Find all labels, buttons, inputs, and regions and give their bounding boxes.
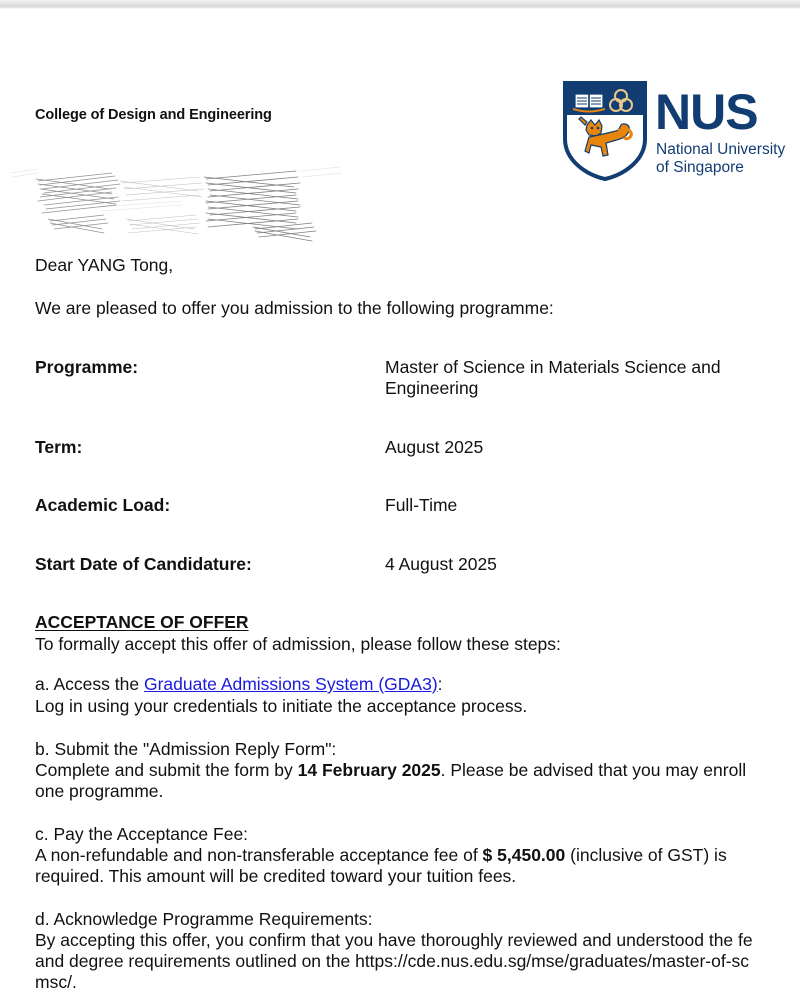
acceptance-intro: To formally accept this offer of admission, please follow these steps: [35, 634, 561, 654]
salutation: Dear YANG Tong, [35, 255, 174, 275]
reply-form-deadline: 14 February 2025 [297, 760, 441, 780]
step-c-prefix: A non-refundable and non-transferable acceptance fee of [35, 845, 483, 865]
detail-label-programme: Programme: [35, 357, 139, 377]
step-a-prefix: a. Access the [35, 674, 144, 694]
step-d-line3: and degree requirements outlined on the https://cde.nus.edu.sg/mse/graduates/master-of-sc [35, 951, 750, 971]
step-d-line4: msc/. [35, 972, 77, 992]
nus-logo [563, 81, 788, 181]
step-b-prefix: Complete and submit the form by [35, 760, 298, 780]
step-c-suffix: (inclusive of GST) is [565, 845, 727, 865]
step-a-line1 [35, 674, 443, 695]
redacted-scribble [0, 159, 345, 251]
step-c-line1: c. Pay the Acceptance Fee: [35, 824, 249, 844]
detail-label-term: Term: [35, 437, 83, 457]
step-c-line2 [35, 845, 727, 866]
college-name: College of Design and Engineering [35, 107, 272, 123]
step-a-line2: Log in using your credentials to initiate the acceptance process. [35, 696, 528, 716]
detail-value-term: August 2025 [385, 437, 484, 457]
detail-value-programme: Master of Science in Materials Science and Engineering [385, 357, 721, 398]
intro-paragraph: We are pleased to offer you admission to the following programme: [35, 298, 554, 318]
nus-subtitle-line2: of Singapore [656, 159, 744, 176]
offer-letter-page [0, 9, 800, 999]
step-b-line2 [35, 760, 746, 781]
detail-label-academic-load: Academic Load: [35, 495, 171, 515]
step-d-line2: By accepting this offer, you confirm that you have thoroughly reviewed and understood the fe [35, 930, 753, 950]
detail-value-academic-load: Full-Time [385, 495, 458, 515]
step-b-line3: one programme. [35, 781, 164, 801]
nus-subtitle-line1: National University [656, 141, 786, 158]
acceptance-fee-amount: $ 5,450.00 [482, 845, 566, 865]
nus-shield-icon [565, 83, 645, 179]
step-d-line1: d. Acknowledge Programme Requirements: [35, 909, 373, 929]
detail-value-start-date: 4 August 2025 [385, 554, 497, 574]
step-a-suffix: : [437, 674, 443, 694]
step-b-suffix: . Please be advised that you may enroll [440, 760, 747, 780]
detail-label-start-date: Start Date of Candidature: [35, 554, 252, 574]
acceptance-of-offer-heading: ACCEPTANCE OF OFFER [35, 612, 249, 632]
step-b-line1: b. Submit the "Admission Reply Form": [35, 739, 337, 759]
letterhead [35, 107, 535, 123]
step-c-line3: required. This amount will be credited toward your tuition fees. [35, 866, 517, 886]
nus-wordmark: NUS [655, 84, 758, 140]
gda3-link[interactable]: Graduate Admissions System (GDA3) [143, 674, 438, 694]
